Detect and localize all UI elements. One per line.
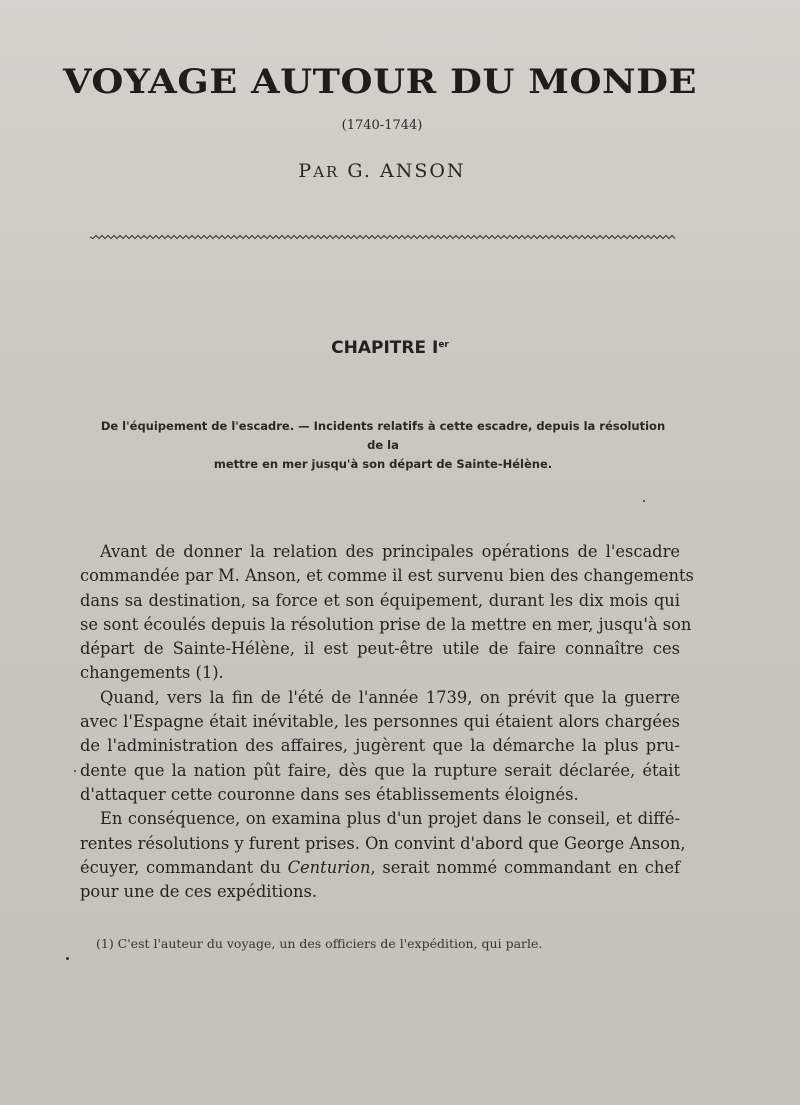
body-line: se sont écoulés depuis la résolution prise de la mettre en mer, jusqu'à son — [80, 614, 692, 634]
body-line: avec l'Espagne était inévitable, les personnes qui étaient alors chargées — [80, 712, 680, 732]
body-line: Avant de donner la relation des principales opérations de l'escadre — [100, 542, 680, 561]
footnote: (1) C'est l'auteur du voyage, un des officiers de l'expédition, qui parle. — [96, 936, 543, 951]
author-prefix-initial: P — [298, 160, 314, 182]
chapter-summary-line: mettre en mer jusqu'à son départ de Sainte-Hélène. — [213, 457, 553, 471]
ink-speck — [74, 770, 76, 772]
body-line: commandée par M. Anson, et comme il est survenu bien des changements — [80, 566, 694, 586]
body-line-end: , serait nommé commandant en chef — [370, 857, 680, 877]
chapter-heading-text: CHAPITRE I — [331, 338, 439, 358]
ship-name: Centurion — [287, 857, 371, 877]
chapter-summary — [96, 417, 670, 474]
body-line: En conséquence, on examina plus d'un projet dans le conseil, et diffé- — [100, 809, 680, 829]
body-line: dente que la nation pût faire, dès que la rupture serait déclarée, était — [80, 760, 680, 780]
chapter-heading — [0, 338, 780, 358]
ink-speck — [643, 500, 645, 502]
author-line — [0, 160, 764, 182]
decorative-wavy-rule — [90, 232, 676, 242]
body-line: rentes résolutions y furent prises. On convint d'abord que George Anson, — [80, 833, 686, 853]
chapter-summary-line: De l'équipement de l'escadre. — Incidents relatifs à cette escadre, depuis la résolution de la — [100, 419, 666, 452]
chapter-heading-suffix: er — [438, 340, 449, 350]
page-title: VOYAGE AUTOUR DU MONDE — [62, 62, 698, 102]
body-line: dans sa destination, sa force et son équipement, durant les dix mois qui — [80, 590, 680, 610]
author-name: G. ANSON — [347, 160, 466, 182]
body-line: d'attaquer cette couronne dans ses établissements éloignés. — [80, 784, 579, 804]
author-prefix-rest: AR — [313, 163, 340, 181]
body-line-with-italic — [80, 856, 680, 880]
body-line: pour une de ces expéditions. — [80, 882, 318, 902]
date-range: (1740-1744) — [341, 118, 423, 133]
body-line: départ de Sainte-Hélène, il est peut-être utile de faire connaître ces — [80, 639, 680, 659]
ink-speck — [66, 957, 69, 960]
body-line-start: écuyer, commandant du — [80, 857, 288, 877]
body-text — [80, 540, 694, 904]
body-line: Quand, vers la fin de l'été de l'année 1739, on prévit que la guerre — [100, 687, 680, 707]
body-line: changements (1). — [80, 663, 224, 683]
body-line: de l'administration des affaires, jugèrent que la démarche la plus pru- — [80, 736, 680, 756]
